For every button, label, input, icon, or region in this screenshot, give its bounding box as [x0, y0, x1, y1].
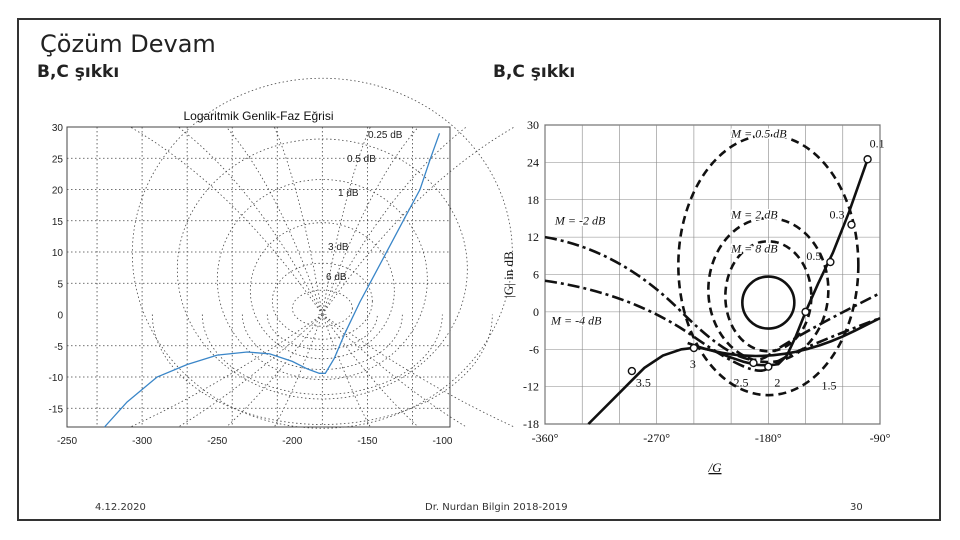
frequency-point [628, 368, 635, 375]
contour-label: M = 2 dB [731, 207, 778, 222]
y-tick-label: -6 [529, 342, 539, 357]
y-axis-label: |G| in dB [501, 251, 516, 298]
frequency-point [827, 259, 834, 266]
frequency-point [864, 156, 871, 163]
y-tick-label: 5 [57, 279, 63, 291]
contour-label: 1 dB [338, 188, 359, 199]
point-label: 2 [774, 375, 781, 390]
contour-label: 6 dB [326, 272, 347, 283]
point-label: 0.1 [869, 136, 885, 151]
contour-label: M = 0.5 dB [731, 126, 787, 141]
y-tick-label: 30 [51, 123, 63, 134]
x-tick-label: -200 [282, 436, 303, 447]
point-label: 0.3 [829, 207, 845, 222]
frequency-point [765, 363, 772, 370]
y-tick-label: 25 [51, 154, 63, 166]
x-tick-label: -270° [643, 431, 671, 445]
x-tick-label: -250 [56, 436, 78, 447]
point-label: 1.5 [821, 378, 837, 393]
y-tick-label: 12 [527, 230, 539, 245]
footer-author: Dr. Nurdan Bilgin 2018-2019 [425, 502, 568, 513]
y-tick-label: -5 [54, 341, 63, 353]
frequency-point [690, 345, 697, 352]
point-label: 2.5 [733, 375, 749, 390]
frequency-point [750, 359, 757, 366]
point-label: 3 [689, 356, 696, 371]
left-subtitle: B,C şıkkı [37, 62, 120, 82]
frequency-point [802, 308, 809, 315]
right-subtitle: B,C şıkkı [493, 62, 576, 82]
contour-label: 0.25 dB [368, 130, 403, 141]
page-number: 30 [850, 502, 863, 513]
y-tick-label: 10 [51, 248, 63, 259]
y-tick-label: 0 [57, 310, 63, 322]
contour-label: 0.5 dB [347, 154, 376, 165]
point-label: 3.5 [635, 375, 651, 390]
point-label: 0.5 [806, 249, 822, 264]
footer-date: 4.12.2020 [95, 502, 146, 513]
contour-label: M = 8 dB [731, 241, 778, 256]
chart-title: Logaritmik Genlik-Faz Eğrisi [183, 109, 334, 123]
x-tick-label: -90° [869, 431, 891, 445]
y-tick-label: 15 [51, 216, 63, 228]
y-tick-label: 30 [527, 118, 539, 132]
y-tick-label: -10 [48, 373, 63, 384]
y-tick-label: -12 [523, 379, 539, 394]
y-tick-label: 18 [527, 192, 539, 207]
x-tick-label: -300 [132, 436, 153, 447]
nichols-chart-left [38, 100, 468, 460]
contour-label: M = -4 dB [551, 313, 602, 328]
contour-label: 3 dB [328, 242, 349, 253]
x-tick-label: -100 [432, 436, 453, 447]
x-tick-label: -250 [207, 436, 228, 447]
x-tick-label: -150 [357, 436, 378, 447]
y-tick-label: -18 [523, 417, 539, 431]
contour-label: M = -2 dB [554, 213, 606, 228]
x-tick-label: -360° [531, 431, 559, 445]
y-tick-label: 0 [533, 304, 539, 319]
y-tick-label: -15 [48, 404, 63, 416]
y-tick-label: 6 [533, 267, 539, 282]
y-tick-label: 24 [527, 155, 539, 170]
slide-title: Çözüm Devam [40, 30, 216, 58]
x-axis-label: /G [708, 460, 722, 475]
nichols-chart-right [501, 110, 915, 495]
x-tick-label: -180° [754, 431, 782, 445]
frequency-point [848, 221, 855, 228]
y-tick-label: 20 [51, 185, 63, 197]
